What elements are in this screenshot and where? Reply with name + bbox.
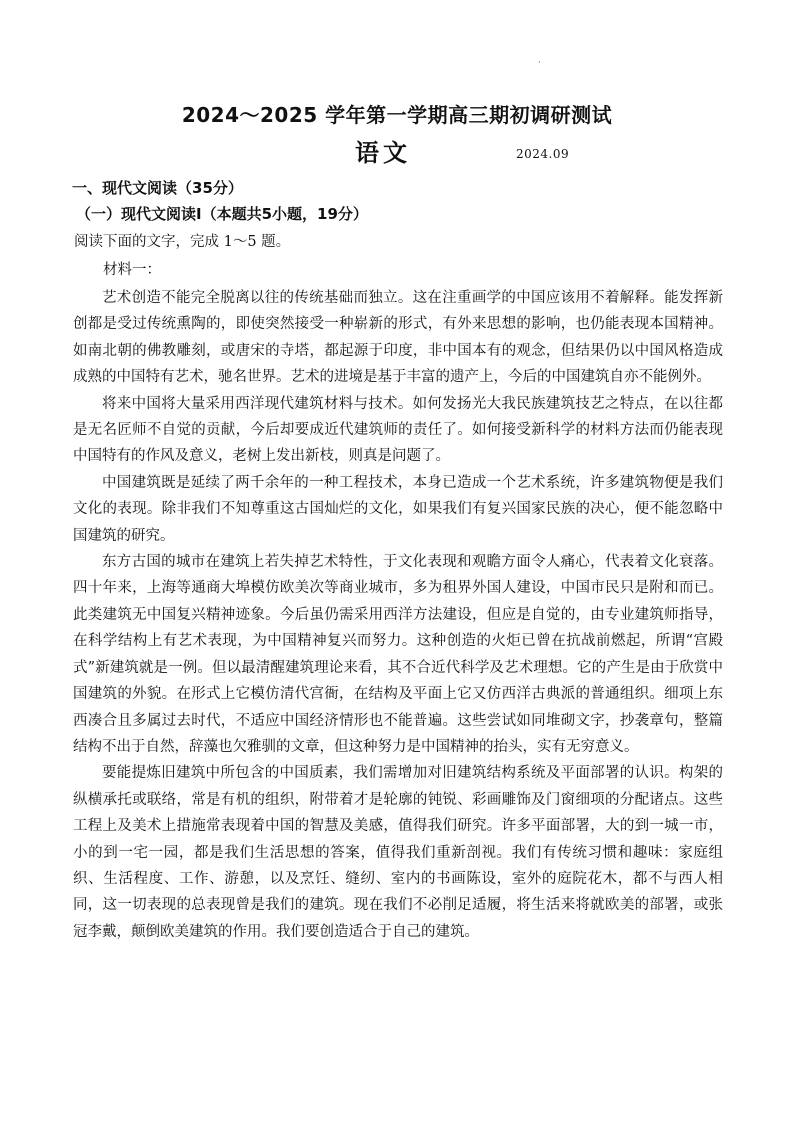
reading-instruction: 阅读下面的文字，完成 1～5 题。 [74, 234, 291, 250]
exam-title: 2024～2025 学年第一学期高三期初调研测试 [181, 103, 613, 127]
corner-mark: · [538, 58, 541, 68]
passage-paragraph: 东方古国的城市在建筑上若失掉艺术特性，于文化表现和观瞻方面令人痛心，代表着文化衰落。四十年来，上海等通商大埠模仿欧美次等商业城市，多为租界外国人建设，中国市民只是附和而已。此类建筑无中国复兴精神迹象。今后虽仍需采用西洋方法建设，但应是自觉的，由专业建筑师指导，在科学结构上有艺术表现，为中国精神复兴而努力。这种创造的火炬已曾在抗战前燃起，所谓“宫殿式”新建筑就是一例。但以最清醒建筑理论来看，其不合近代科学及艺术理想。它的产生是由于欣赏中国建筑的外貌。在形式上它模仿清代宫衙，在结构及平面上它又仿西洋古典派的普通组织。细项上东西凑合且多属过去时代，不适应中国经济情形也不能普遍。这些尝试如同堆砌文字，抄袭章句，整篇结构不出于自然，辞藻也欠雅驯的文章，但这种努力是中国精神的抬头，实有无穷意义。 [73, 554, 723, 755]
exam-date: 2024.09 [516, 147, 570, 161]
material-label: 材料一： [103, 262, 161, 278]
subject-title: 语文 [355, 139, 411, 167]
passage-paragraph: 要能提炼旧建筑中所包含的中国质素，我们需增加对旧建筑结构系统及平面部署的认识。构架的纵横承托或联络，常是有机的组织，附带着才是轮廓的钝锐、彩画雕饰及门窗细项的分配诸点。这些工程上及美术上措施常表现着中国的智慧及美感，值得我们研究。许多平面部署，大的到一城一市，小的到一宅一园，都是我们生活思想的答案，值得我们重新剖视。我们有传统习惯和趣味：家庭组织、生活程度、工作、游憩，以及烹饪、缝纫、室内的书画陈设，室外的庭院花木，都不与西人相同，这一切表现的总表现曾是我们的建筑。现在我们不必削足适履，将生活来将就欧美的部署，或张冠李戴，颠倒欧美建筑的作用。我们要创造适合于自己的建筑。 [73, 765, 723, 940]
passage-body [73, 285, 723, 945]
passage-paragraph: 艺术创造不能完全脱离以往的传统基础而独立。这在注重画学的中国应该用不着解释。能发挥新创都是受过传统熏陶的，即使突然接受一种崭新的形式，有外来思想的影响，也仍能表现本国精神。如南北朝的佛教雕刻，或唐宋的寺塔，都起源于印度，非中国本有的观念，但结果仍以中国风格造成成熟的中国特有艺术，驰名世界。艺术的进境是基于丰富的遗产上，今后的中国建筑自亦不能例外。 [73, 290, 723, 386]
section-heading: 一、现代文阅读（35分） [72, 179, 243, 197]
passage-paragraph: 中国建筑既是延续了两千余年的一种工程技术，本身已造成一个艺术系统，许多建筑物便是我们文化的表现。除非我们不知尊重这古国灿烂的文化，如果我们有复兴国家民族的决心，便不能忽略中国建筑的研究。 [73, 474, 723, 544]
section-subheading: （一）现代文阅读Ⅰ（本题共5小题，19分） [76, 205, 368, 223]
passage-paragraph: 将来中国将大量采用西洋现代建筑材料与技术。如何发扬光大我民族建筑技艺之特点，在以往都是无名匠师不自觉的贡献，今后却要成近代建筑师的责任了。如何接受新科学的材料方法而仍能表现中国特有的作风及意义，老树上发出新枝，则真是问题了。 [73, 395, 723, 465]
